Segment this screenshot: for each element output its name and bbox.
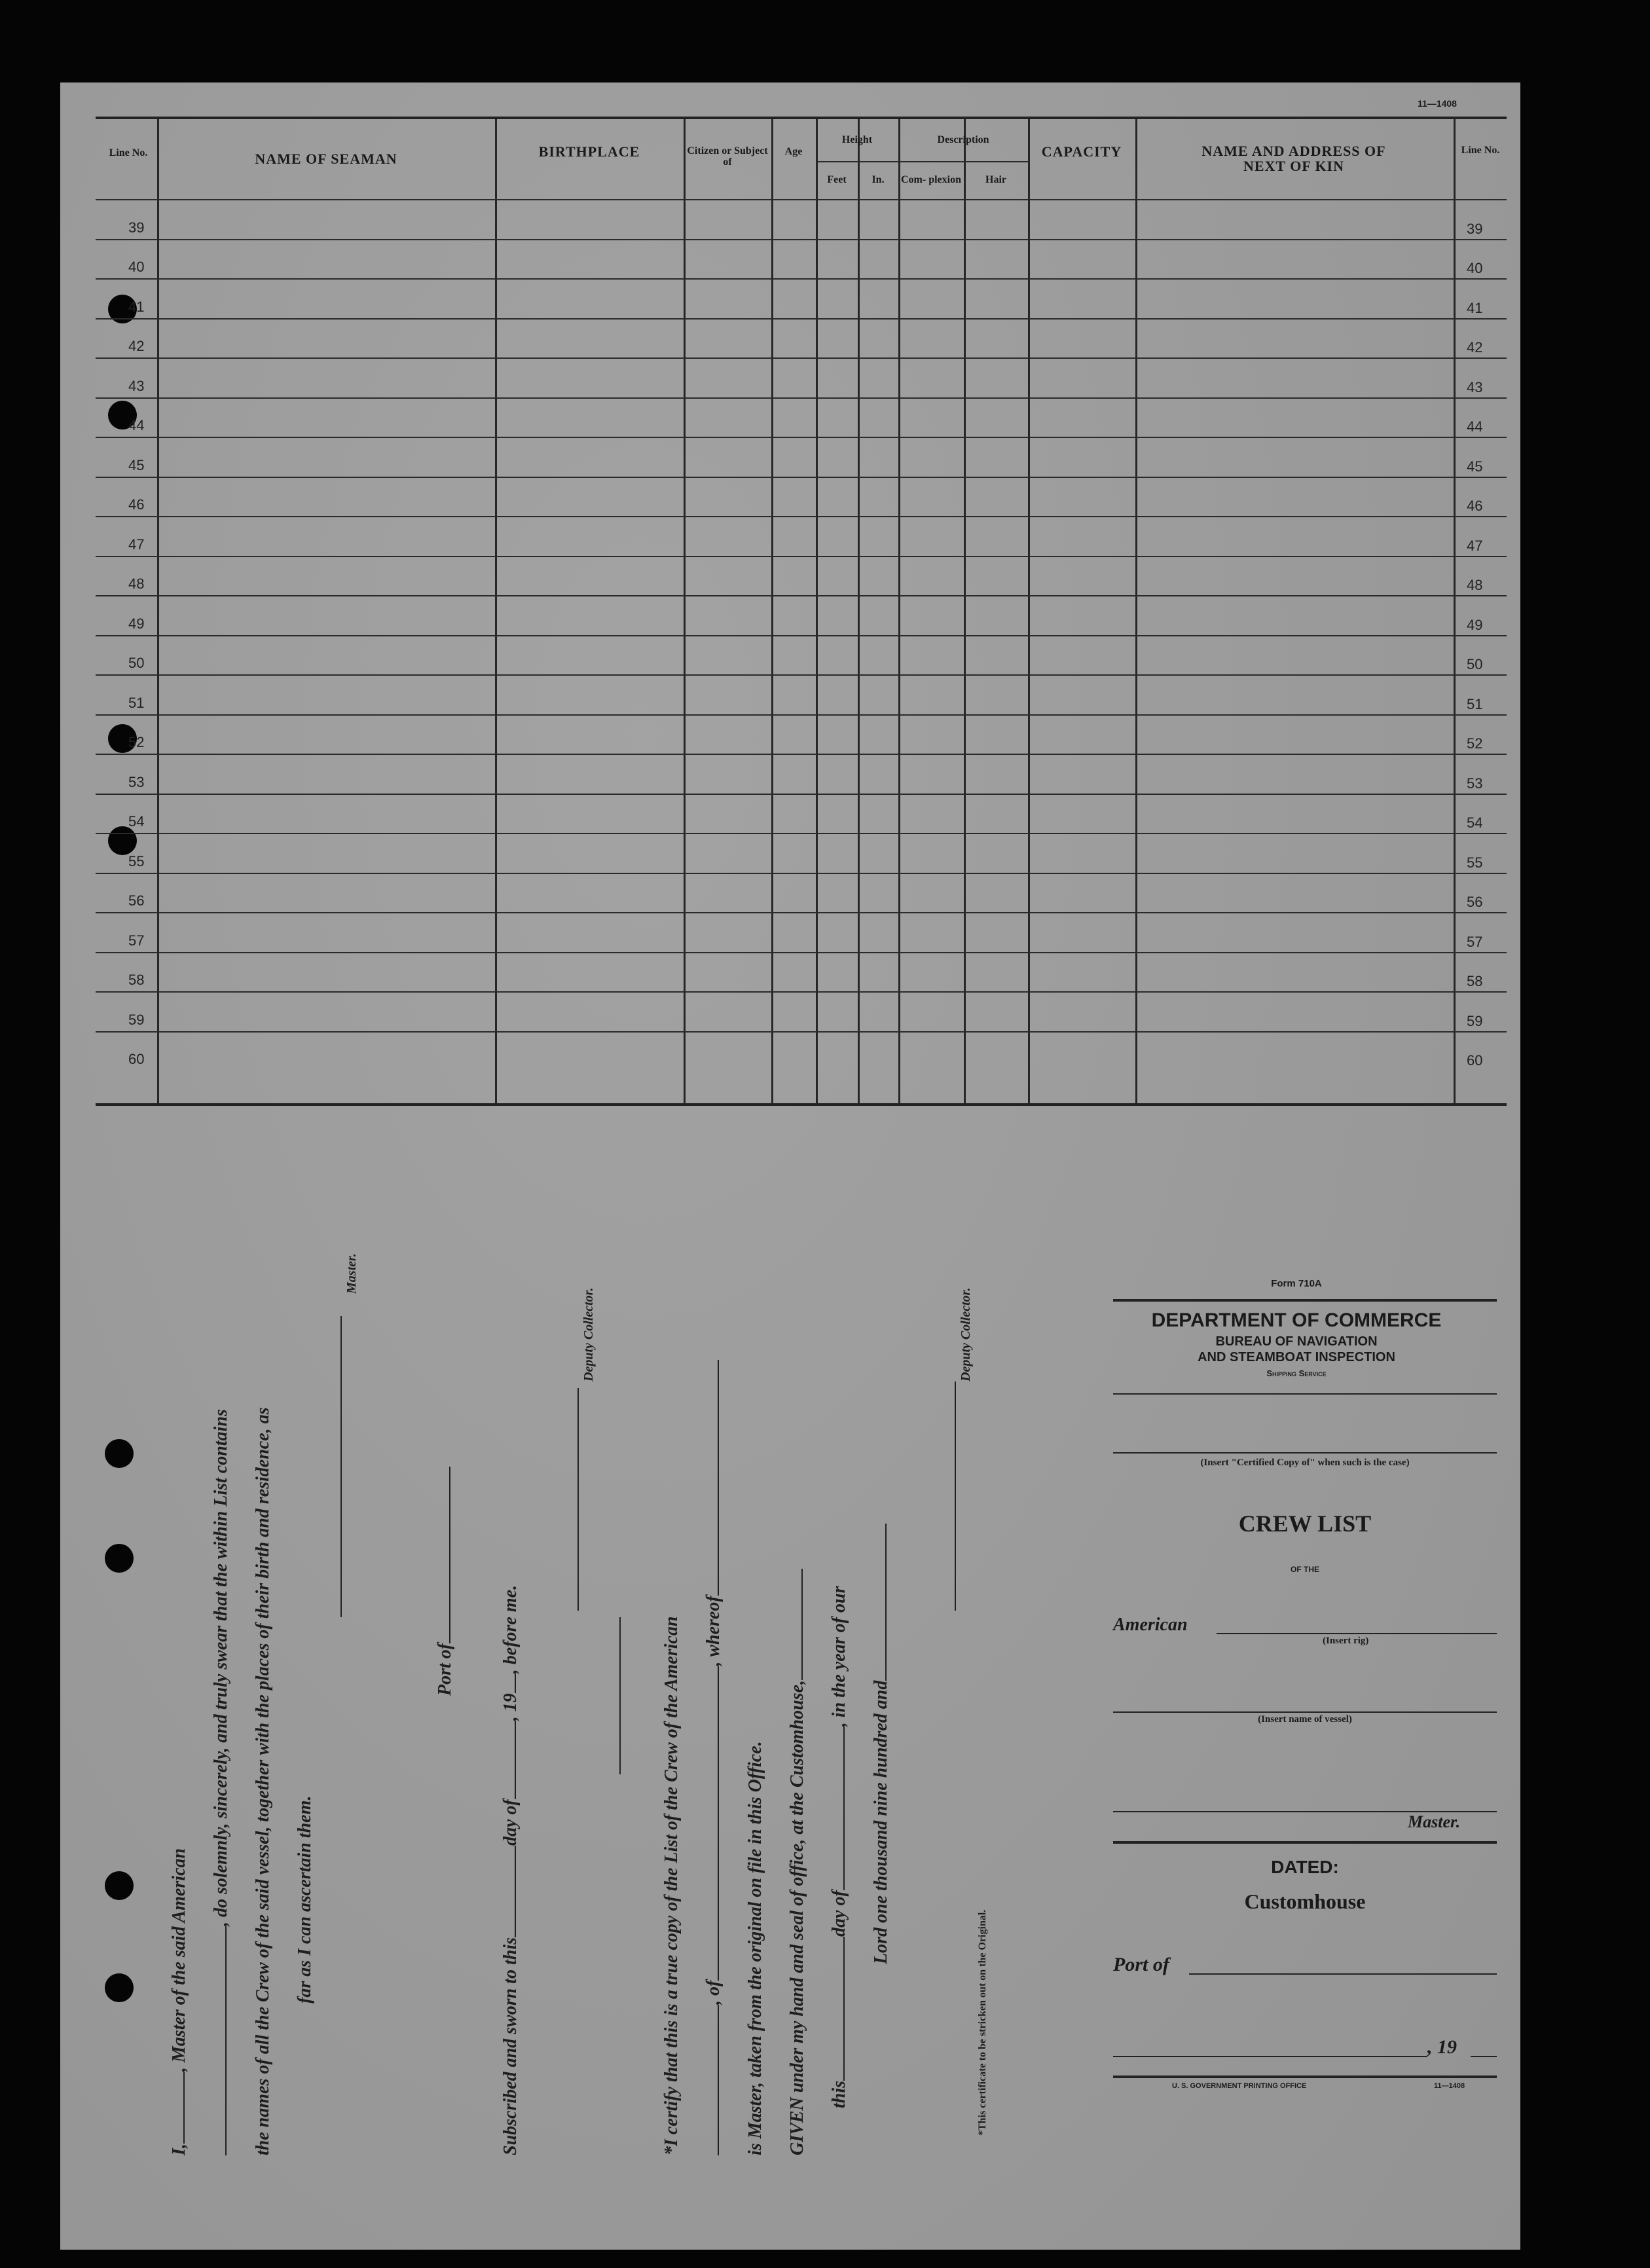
column-divider bbox=[964, 119, 966, 1103]
header-hair: Hair bbox=[985, 174, 1006, 185]
header-description: Description bbox=[937, 134, 989, 145]
cover-vessel-line bbox=[1113, 1711, 1497, 1713]
cover-insert-certified: (Insert "Certified Copy of" when such is the case) bbox=[1200, 1457, 1410, 1468]
cover-title: CREW LIST bbox=[1238, 1510, 1372, 1537]
line-number-right: 39 bbox=[1467, 220, 1483, 237]
cover-department: DEPARTMENT OF COMMERCE bbox=[1151, 1309, 1442, 1331]
row-divider bbox=[96, 278, 1507, 280]
line-number-right: 59 bbox=[1467, 1012, 1483, 1029]
header-feet: Feet bbox=[827, 174, 847, 185]
row-divider bbox=[96, 318, 1507, 320]
punch-hole bbox=[105, 1439, 134, 1468]
line-number-right: 45 bbox=[1467, 458, 1483, 475]
line-number-left: 42 bbox=[128, 338, 145, 354]
line-number-right: 48 bbox=[1467, 577, 1483, 593]
row-divider bbox=[96, 873, 1507, 874]
column-divider bbox=[898, 119, 900, 1103]
header-next-of-kin: NAME AND ADDRESS OF NEXT OF KIN bbox=[1201, 142, 1386, 174]
row-divider bbox=[96, 239, 1507, 240]
row-divider bbox=[96, 991, 1507, 993]
line-number-left: 49 bbox=[128, 615, 145, 632]
row-divider bbox=[96, 437, 1507, 438]
line-number-right: 54 bbox=[1467, 814, 1483, 831]
punch-hole bbox=[105, 1973, 134, 2002]
header-line-no-right: Line No. bbox=[1461, 145, 1500, 156]
line-number-left: 39 bbox=[128, 219, 145, 236]
line-number-left: 58 bbox=[128, 972, 145, 988]
cert-line-5: thisday of, in the year of our bbox=[829, 1586, 849, 2108]
row-divider bbox=[96, 357, 1507, 359]
row-divider bbox=[96, 556, 1507, 557]
cover-american: American bbox=[1113, 1615, 1188, 1635]
cover-year-line bbox=[1471, 2056, 1497, 2057]
line-number-left: 60 bbox=[128, 1051, 145, 1067]
cert-line-6: Lord one thousand nine hundred and bbox=[871, 1524, 892, 1964]
column-divider bbox=[1135, 119, 1137, 1103]
cover-dated: DATED: bbox=[1271, 1857, 1339, 1877]
oath-names: the names of all the Crew of the said vessel, together with the places of their birth and residence, as bbox=[253, 1407, 273, 2155]
line-number-right: 55 bbox=[1467, 854, 1483, 871]
oath-swear: , do solemnly, sincerely, and truly swear that the within List contains bbox=[211, 1409, 231, 1926]
cert-deputy-collector: Deputy Collector. bbox=[959, 1287, 973, 1381]
row-divider bbox=[96, 635, 1507, 636]
cover-rig-line bbox=[1217, 1633, 1497, 1634]
line-number-right: 49 bbox=[1467, 616, 1483, 633]
oath-line-4 bbox=[295, 1796, 316, 2003]
header-line-no: Line No. bbox=[109, 147, 148, 158]
deputy-collector-line-2 bbox=[955, 1381, 956, 1611]
line-number-left: 40 bbox=[128, 259, 145, 275]
row-divider bbox=[96, 754, 1507, 755]
header-name-of-seaman: NAME OF SEAMAN bbox=[255, 151, 397, 168]
cover-port-of: Port of bbox=[1113, 1954, 1169, 1975]
cover-insert-vessel: (Insert name of vessel) bbox=[1258, 1714, 1352, 1725]
cover-printer-code: 11—1408 bbox=[1434, 2082, 1465, 2090]
cert-line-3: is Master, taken from the original on file in this Office. bbox=[745, 1741, 765, 2155]
oath-port-of: Port of bbox=[435, 1467, 456, 1696]
punch-hole bbox=[105, 1871, 134, 1900]
line-number-left: 41 bbox=[128, 298, 145, 315]
column-divider bbox=[816, 119, 818, 1103]
line-number-right: 47 bbox=[1467, 537, 1483, 554]
line-number-right: 51 bbox=[1467, 695, 1483, 712]
cover-master: Master. bbox=[1408, 1812, 1461, 1831]
oath-line-1 bbox=[169, 1848, 190, 2155]
oath-line-3 bbox=[253, 1407, 274, 2155]
line-number-left: 46 bbox=[128, 496, 145, 513]
oath-subscribed: Subscribed and sworn to thisday of, 19, before me. bbox=[500, 1584, 521, 2155]
oath-line-2 bbox=[211, 1409, 232, 2155]
line-number-left: 43 bbox=[128, 377, 145, 394]
line-number-right: 57 bbox=[1467, 933, 1483, 950]
line-number-right: 41 bbox=[1467, 299, 1483, 316]
line-number-left: 47 bbox=[128, 536, 145, 553]
line-number-left: 52 bbox=[128, 734, 145, 750]
crew-table bbox=[96, 117, 1507, 1106]
cover-rule-top bbox=[1113, 1299, 1497, 1302]
cert-line-1: *I certify that this is a true copy of the List of the Crew of the American bbox=[661, 1616, 682, 2155]
line-number-right: 60 bbox=[1467, 1052, 1483, 1069]
line-number-right: 46 bbox=[1467, 498, 1483, 514]
cover-rule-mid bbox=[1113, 1841, 1497, 1844]
header-bottom-line bbox=[96, 199, 1507, 200]
cover-printer: U. S. GOVERNMENT PRINTING OFFICE bbox=[1172, 2082, 1307, 2090]
oath-master-label: Master. bbox=[344, 1253, 359, 1294]
column-divider bbox=[1454, 119, 1456, 1103]
oath-deputy-collector: Deputy Collector. bbox=[581, 1287, 596, 1381]
column-divider bbox=[157, 119, 159, 1103]
cert-footnote: *This certificate to be stricken out on the Original. bbox=[977, 1909, 988, 2136]
header-age: Age bbox=[784, 145, 803, 157]
line-number-left: 48 bbox=[128, 576, 145, 592]
cover-date-line bbox=[1113, 2056, 1427, 2057]
row-divider bbox=[96, 595, 1507, 596]
cert-line-4: GIVEN under my hand and seal of office, at the Customhouse, bbox=[787, 1569, 808, 2155]
row-divider bbox=[96, 952, 1507, 953]
line-number-right: 52 bbox=[1467, 735, 1483, 752]
row-divider bbox=[96, 714, 1507, 716]
row-divider bbox=[96, 1031, 1507, 1033]
line-number-right: 42 bbox=[1467, 339, 1483, 356]
cover-of-the: OF THE bbox=[1291, 1565, 1319, 1574]
line-number-left: 56 bbox=[128, 892, 145, 909]
line-number-right: 44 bbox=[1467, 418, 1483, 435]
cover-bureau-2: AND STEAMBOAT INSPECTION bbox=[1198, 1350, 1395, 1364]
cert-line-2: , of, whereof bbox=[703, 1360, 724, 2155]
row-divider bbox=[96, 912, 1507, 913]
line-number-left: 50 bbox=[128, 655, 145, 671]
oath-ascertain: far as I can ascertain them. bbox=[295, 1795, 315, 2003]
punch-hole bbox=[105, 1544, 134, 1573]
line-number-left: 45 bbox=[128, 456, 145, 473]
column-divider bbox=[858, 119, 860, 1103]
row-divider bbox=[96, 794, 1507, 795]
cover-customhouse: Customhouse bbox=[1244, 1890, 1366, 1913]
column-divider bbox=[1028, 119, 1030, 1103]
cover-year-prefix: , 19 bbox=[1427, 2036, 1457, 2058]
line-number-right: 40 bbox=[1467, 260, 1483, 276]
line-number-left: 59 bbox=[128, 1011, 145, 1028]
column-divider bbox=[495, 119, 497, 1103]
line-number-left: 51 bbox=[128, 694, 145, 711]
header-complexion: Com- plexion bbox=[901, 174, 961, 185]
oath-master-of: , Master of the said American bbox=[169, 1848, 189, 2072]
line-number-left: 53 bbox=[128, 773, 145, 790]
cover-rule-bottom bbox=[1113, 2076, 1497, 2078]
header-birthplace: BIRTHPLACE bbox=[538, 143, 640, 160]
cover-form-no: Form 710A bbox=[1271, 1278, 1322, 1289]
line-number-right: 58 bbox=[1467, 973, 1483, 989]
cover-bureau-1: BUREAU OF NAVIGATION bbox=[1215, 1334, 1378, 1349]
header-height: Height bbox=[841, 134, 873, 145]
cover-rule bbox=[1113, 1393, 1497, 1395]
master-signature-line bbox=[340, 1316, 342, 1617]
line-number-right: 53 bbox=[1467, 775, 1483, 792]
line-number-right: 50 bbox=[1467, 656, 1483, 672]
line-number-left: 55 bbox=[128, 852, 145, 869]
column-divider bbox=[771, 119, 773, 1103]
cover-insert-rig: (Insert rig) bbox=[1323, 1636, 1369, 1646]
form-code-top: 11—1408 bbox=[1418, 98, 1457, 109]
header-citizen: Citizen or Subject of bbox=[687, 145, 768, 168]
row-divider bbox=[96, 397, 1507, 399]
line-number-left: 57 bbox=[128, 932, 145, 949]
header-capacity: CAPACITY bbox=[1041, 143, 1122, 160]
deputy-collector-line-1 bbox=[578, 1388, 579, 1611]
line-number-left: 54 bbox=[128, 813, 145, 830]
row-divider bbox=[96, 833, 1507, 834]
line-number-right: 56 bbox=[1467, 894, 1483, 910]
row-divider bbox=[96, 674, 1507, 676]
cover-service: Shipping Service bbox=[1266, 1368, 1327, 1378]
line-number-left: 44 bbox=[128, 417, 145, 433]
line-number-right: 43 bbox=[1467, 378, 1483, 395]
header-inches: In. bbox=[871, 174, 885, 185]
seal-line bbox=[619, 1617, 621, 1774]
row-divider bbox=[96, 516, 1507, 517]
column-divider bbox=[684, 119, 686, 1103]
oath-i: I, bbox=[169, 2144, 189, 2155]
row-divider bbox=[96, 477, 1507, 478]
cover-port-line bbox=[1189, 1973, 1497, 1975]
cover-certified-line bbox=[1113, 1452, 1497, 1454]
